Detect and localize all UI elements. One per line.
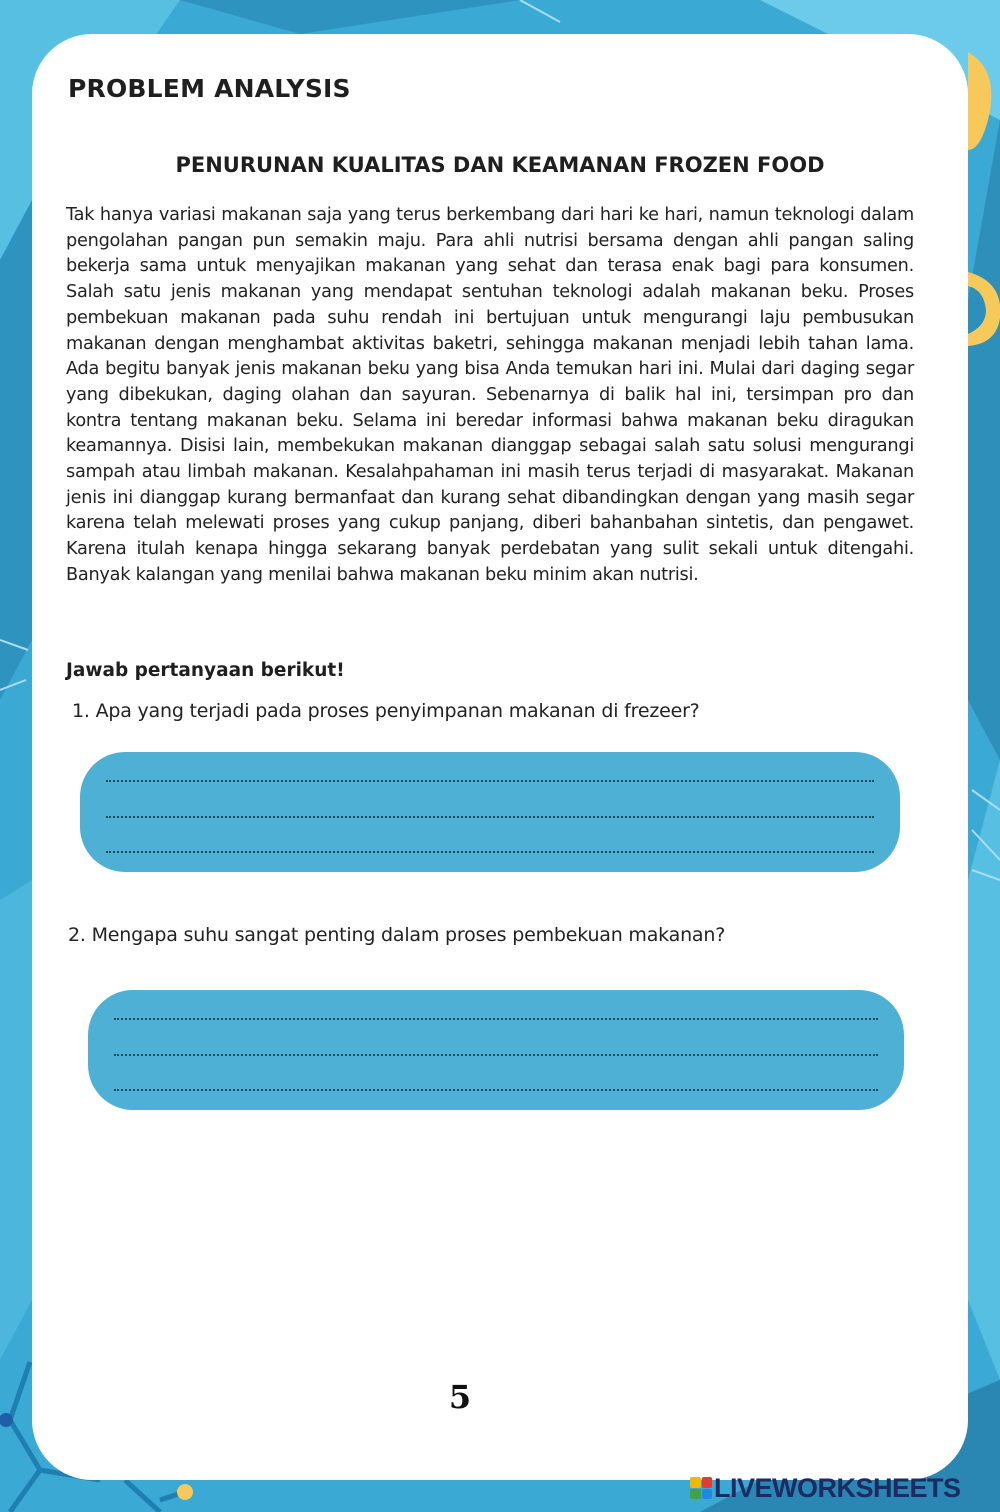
logo-cell bbox=[690, 1489, 701, 1500]
logo-cell bbox=[690, 1477, 701, 1488]
answer-line bbox=[106, 851, 874, 853]
logo-cell bbox=[702, 1477, 713, 1488]
answer-line bbox=[114, 1054, 878, 1056]
answer-line bbox=[114, 1089, 878, 1091]
answer-line bbox=[114, 1018, 878, 1020]
logo-cell bbox=[702, 1489, 713, 1500]
article-body: Tak hanya variasi makanan saja yang terus berkembang dari hari ke hari, namun teknologi dalam pengolahan pangan pun semakin maju. Para ahli nutrisi bersama dengan ahli pangan saling bekerja sama untuk menyajikan makanan yang sehat dan terasa enak bagi para konsumen. Salah satu jenis makanan yang mendapat sentuhan teknologi adalah makanan beku. Proses pembekuan makanan pada suhu rendah ini bertujuan untuk mengurangi laju pembusukan makanan dengan menghambat aktivitas baketri, sehingga makanan menjadi lebih tahan lama. Ada begitu banyak jenis makanan beku yang bisa Anda temukan hari ini. Mulai dari daging segar yang dibekukan, daging olahan dan sayuran. Sebenarnya di balik hal ini, tersimpan pro dan kontra tentang makanan beku. Selama ini beredar informasi bahwa makanan beku diragukan keamannya. Disisi lain, membekukan makanan dianggap sebagai salah satu solusi mengurangi sampah atau limbah makanan. Kesalahpahaman ini masih terus terjadi di masyarakat. Makanan jenis ini dianggap kurang bermanfaat dan kurang sehat dibandingkan dengan yang masih segar karena telah melewati proses yang cukup panjang, diberi bahanbahan sintetis, dan pengawet. Karena itulah kenapa hingga sekarang banyak perdebatan yang sulit sekali untuk ditengahi. Banyak kalangan yang menilai bahwa makanan beku minim akan nutrisi. bbox=[66, 205, 914, 585]
watermark-text: LIVEWORKSHEETS bbox=[714, 1472, 961, 1503]
answer-field-2[interactable] bbox=[88, 990, 904, 1110]
answer-field-1[interactable] bbox=[80, 752, 900, 872]
article-title: PENURUNAN KUALITAS DAN KEAMANAN FROZEN FOOD bbox=[175, 153, 825, 177]
molecule-node-icon bbox=[177, 1484, 193, 1500]
instruction-text: Jawab pertanyaan berikut! bbox=[66, 660, 345, 681]
liveworksheets-watermark bbox=[690, 1472, 961, 1504]
liveworksheets-logo-icon bbox=[690, 1477, 712, 1499]
section-title: PROBLEM ANALYSIS bbox=[68, 74, 351, 103]
page-number: 5 bbox=[448, 1378, 472, 1416]
answer-line bbox=[106, 780, 874, 782]
question-2: 2. Mengapa suhu sangat penting dalam proses pembekuan makanan? bbox=[68, 924, 726, 946]
question-1: 1. Apa yang terjadi pada proses penyimpanan makanan di frezeer? bbox=[72, 700, 700, 722]
answer-line bbox=[106, 816, 874, 818]
